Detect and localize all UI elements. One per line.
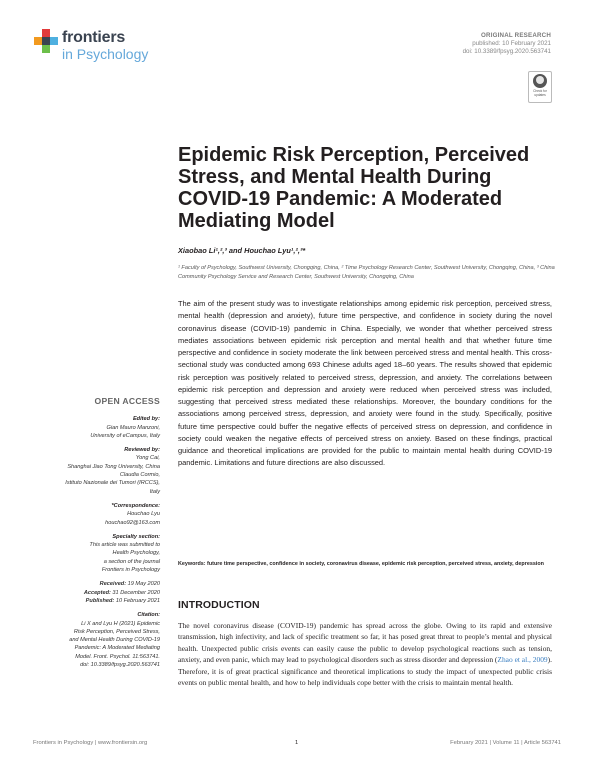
specialty-section-label: Specialty section: (112, 533, 160, 540)
check-updates-label: Check for updates (533, 89, 547, 97)
published-line: published: 10 February 2021 (472, 40, 551, 47)
check-for-updates-badge[interactable] (528, 71, 552, 103)
specialty-line: Health Psychology, (112, 550, 160, 557)
article-meta (463, 32, 551, 56)
editor-name[interactable]: Gian Mauro Manzoni, (106, 424, 160, 431)
received-date: Received: 19 May 2020 (99, 581, 160, 588)
logo-journal-name: in Psychology (62, 46, 149, 62)
citation-label: Citation: (137, 612, 160, 619)
specialty-line: This article was submitted to (89, 542, 160, 549)
introduction-paragraph (178, 620, 552, 689)
keywords: Keywords: future time perspective, confidence in society, coronavirus disease, epidemic risk perception, perceived stress, anxiety, depression (178, 561, 544, 567)
reviewer-name[interactable]: Claudia Cormio, (119, 472, 160, 479)
edited-by-label: Edited by: (132, 416, 160, 423)
open-access-label: OPEN ACCESS (94, 396, 160, 406)
reviewer-affiliation: Istituto Nazionale dei Tumori (IRCCS), (65, 480, 160, 487)
intro-text-2: ). Therefore, it is of great practical significance and theoretical implications to study the impact of unexpected public crisis events on public mental health, and how to help individuals cope better with the crisis to maintain mental health. (178, 655, 552, 688)
doi-line[interactable]: doi: 10.3389/fpsyg.2020.563741 (462, 48, 551, 55)
footer-journal-link[interactable]: Frontiers in Psychology | www.frontiersin.org (33, 740, 148, 746)
article-title: Epidemic Risk Perception, Perceived Stress, and Mental Health During COVID-19 Pandemic: A Moderated Mediating Model (178, 144, 530, 232)
specialty-line: Frontiers in Psychology (101, 567, 160, 574)
reviewer-name[interactable]: Yong Cai, (135, 455, 160, 462)
sidebar-metadata (30, 397, 160, 669)
section-heading-introduction: INTRODUCTION (178, 599, 260, 611)
correspondence-name: Houchao Lyu (127, 511, 160, 518)
published-date: Published: 10 February 2021 (85, 597, 160, 604)
reviewer-country: Italy (149, 488, 160, 495)
correspondence-label: *Correspondence: (111, 502, 160, 509)
reviewed-by-label: Reviewed by: (124, 447, 160, 454)
reviewer-affiliation: Shanghai Jiao Tong University, China (67, 463, 160, 470)
correspondence-email[interactable]: houchao92@163.com (105, 519, 160, 526)
logo-wordmark: frontiers (62, 29, 126, 46)
citation-line: and Mental Health During COVID-19 (69, 637, 160, 644)
affiliations: ¹ Faculty of Psychology, Southwest University, Chongqing, China, ² Time Psychology Research Center, Southwest University, Chongqing, China, ³ China Community Psychology Service and Research Center, Southwest University, Chongqing, China (178, 265, 555, 280)
citation-link[interactable]: Zhao et al., 2009 (497, 655, 548, 665)
citation-doi[interactable]: doi: 10.3389/fpsyg.2020.563741 (80, 662, 160, 669)
accepted-date: Accepted: 31 December 2020 (83, 589, 160, 596)
editor-affiliation: University of eCampus, Italy (90, 432, 160, 439)
intro-text-1: The novel coronavirus disease (COVID-19) pandemic has spread across the globe. Owing to its rapid and extensive transmission, high infectivity, and lack of specific treatment so far, it has posed great threat to people’s mental and physical health. Unexpected public crisis events can easily cause the public to develop psychological reactions such as tension, anxiety, and even panic, which may lead to psychological disorders such as stress disorder and depression ( (178, 621, 552, 665)
citation-line: Risk Perception, Perceived Stress, (73, 628, 160, 635)
citation-line: Pandemic: A Moderated Mediating (74, 645, 160, 652)
check-updates-icon (533, 74, 547, 88)
article-type: ORIGINAL RESEARCH (481, 32, 551, 39)
abstract: The aim of the present study was to investigate relationships among epidemic risk perception, perceived stress, mental health (depression and anxiety), future time perspective, and confidence in society during the novel coronavirus disease (COVID-19) pandemic in China. Especially, we wonder that whether perceived stress mediates associations between epidemic risk perception and mental health and that whether future time perspective and confidence in society moderate the link between perceived stress and mental health. This cross-sectional study was conducted among 693 Chinese adults aged 18–60 years. The results showed that epidemic risk perception was positively related to perceived stress, depression, and anxiety. The correlations between epidemic risk perception and depression and anxiety were reduced when perceived stress was included, suggesting that perceived stress mediated these relationships. Moreover, the boundary conditions for the associations among perceived stress, depression, and anxiety were found in the study. Specifically, positive future time perspective could buffer the negative effects of perceived stress on depression, and confidence in society could weaken the negative effects of perceived stress on anxiety. Based on these findings, practical guidance and theoretical implications are provided for the public to maintain mental health during COVID-19 pandemic. Limitations and future directions are also discussed. (178, 299, 552, 468)
author-list[interactable]: Xiaobao Li¹,²,³ and Houchao Lyu¹,²,³* (178, 246, 306, 255)
footer-volume-info: February 2021 | Volume 11 | Article 563741 (450, 740, 561, 746)
journal-logo[interactable] (33, 26, 183, 66)
citation-line: Li X and Lyu H (2021) Epidemic (81, 620, 160, 627)
page-number: 1 (295, 740, 299, 746)
specialty-line: a section of the journal (103, 558, 160, 565)
citation-line: Model. Front. Psychol. 11:563741. (75, 653, 160, 660)
frontiers-logo-icon (33, 28, 59, 54)
